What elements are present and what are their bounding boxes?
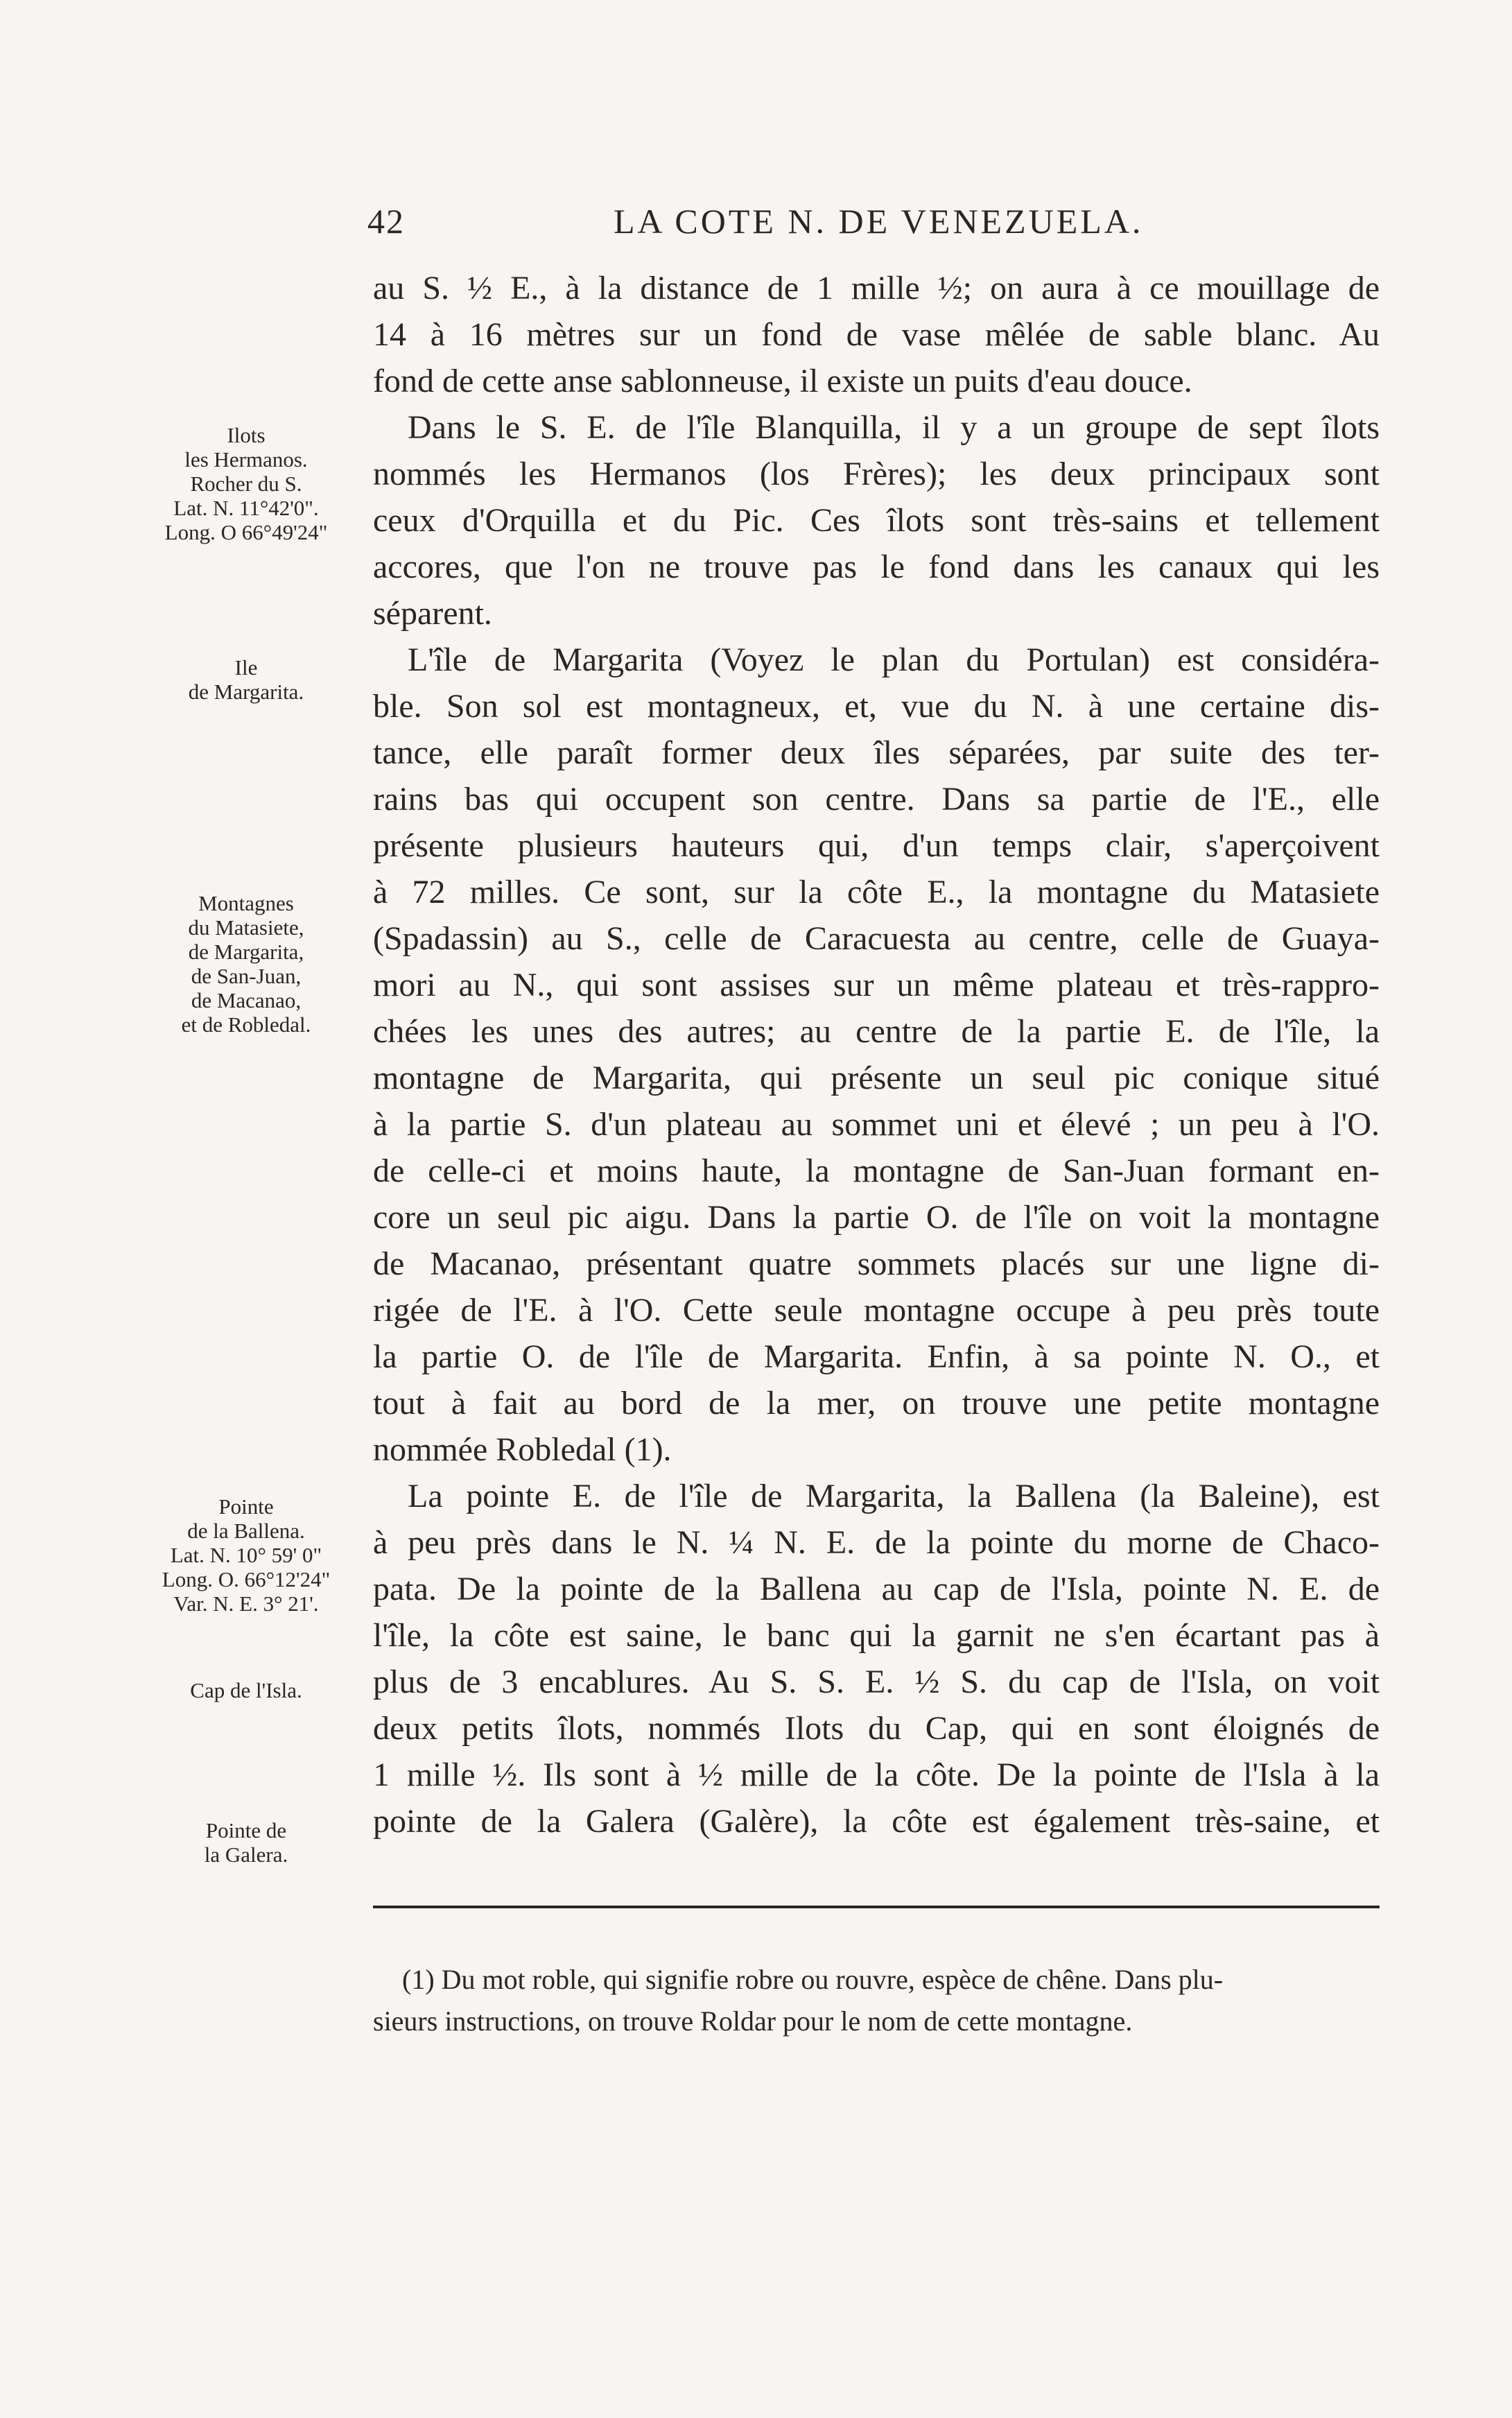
- text-line: la partie O. de l'île de Margarita. Enfin, à sa pointe N. O., et: [373, 1338, 1380, 1375]
- text-line: ceux d'Orquilla et du Pic. Ces îlots sont très-sains et tellement: [373, 502, 1380, 539]
- text-line: à peu près dans le N. ¼ N. E. de la pointe du morne de Chaco-: [373, 1524, 1380, 1561]
- margin-note-line: Pointe: [218, 1494, 274, 1519]
- page-number: 42: [367, 202, 405, 241]
- margin-note-line: Cap de l'Isla.: [190, 1678, 302, 1702]
- text-line: l'île, la côte est saine, le banc qui la garnit ne s'en écartant pas à: [373, 1617, 1380, 1654]
- margin-note-line: de Macanao,: [191, 988, 302, 1012]
- margin-note-line: la Galera.: [204, 1842, 288, 1867]
- text-line: (Spadassin) au S., celle de Caracuesta au centre, celle de Guaya-: [373, 920, 1380, 957]
- margin-note-line: Long. O. 66°12'24": [162, 1567, 331, 1591]
- text-line: de Macanao, présentant quatre sommets placés sur une ligne di-: [373, 1245, 1380, 1282]
- text-line: tance, elle paraît former deux îles séparées, par suite des ter-: [373, 734, 1380, 771]
- footnote-line: (1) Du mot roble, qui signifie robre ou rouvre, espèce de chêne. Dans plu-: [402, 1964, 1224, 1995]
- text-line: montagne de Margarita, qui présente un seul pic conique situé: [373, 1060, 1380, 1096]
- text-line: 14 à 16 mètres sur un fond de vase mêlée de sable blanc. Au: [373, 316, 1380, 353]
- margin-note-line: Ile: [234, 655, 258, 680]
- margin-note-line: Var. N. E. 3° 21'.: [173, 1591, 319, 1616]
- text-line: au S. ½ E., à la distance de 1 mille ½; on aura à ce mouillage de: [373, 270, 1380, 306]
- text-line: rigée de l'E. à l'O. Cette seule montagne occupe à peu près toute: [373, 1292, 1380, 1329]
- text-line: chées les unes des autres; au centre de la partie E. de l'île, la: [373, 1013, 1380, 1050]
- text-line: de celle-ci et moins haute, la montagne de San-Juan formant en-: [373, 1152, 1380, 1189]
- margin-note-line: Ilots: [227, 423, 266, 447]
- text-line: nommés les Hermanos (los Frères); les deux principaux sont: [373, 456, 1380, 492]
- text-line: pointe de la Galera (Galère), la côte est également très-saine, et: [373, 1803, 1380, 1840]
- margin-note-line: et de Robledal.: [181, 1012, 311, 1037]
- text-line: séparent.: [373, 595, 492, 632]
- text-line: à 72 milles. Ce sont, sur la côte E., la montagne du Matasiete: [373, 874, 1380, 910]
- text-line: nommée Robledal (1).: [373, 1431, 672, 1468]
- text-line: plus de 3 encablures. Au S. S. E. ½ S. du cap de l'Isla, on voit: [373, 1664, 1380, 1700]
- footnote-line: sieurs instructions, on trouve Roldar pour le nom de cette montagne.: [373, 2005, 1133, 2037]
- text-line: deux petits îlots, nommés Ilots du Cap, qui en sont éloignés de: [373, 1710, 1380, 1747]
- text-line: pata. De la pointe de la Ballena au cap de l'Isla, pointe N. E. de: [373, 1571, 1380, 1607]
- margin-note-montagnes: [139, 891, 354, 1037]
- footnote-rule: [373, 1906, 1380, 1908]
- margin-note-line: de Margarita,: [188, 940, 304, 964]
- text-line: fond de cette anse sablonneuse, il existe un puits d'eau douce.: [373, 363, 1192, 399]
- margin-note-ballena: [139, 1494, 354, 1616]
- text-line: Dans le S. E. de l'île Blanquilla, il y a un groupe de sept îlots: [408, 409, 1380, 446]
- text-line: mori au N., qui sont assises sur un même plateau et très-rappro-: [373, 967, 1380, 1003]
- text-line: 1 mille ½. Ils sont à ½ mille de la côte. De la pointe de l'Isla à la: [373, 1756, 1380, 1793]
- margin-note-margarita: [139, 655, 354, 704]
- margin-note-galera: [139, 1818, 354, 1867]
- text-line: ble. Son sol est montagneux, et, vue du N. à une certaine dis-: [373, 688, 1380, 725]
- margin-note-line: les Hermanos.: [184, 447, 308, 472]
- text-line: présente plusieurs hauteurs qui, d'un temps clair, s'aperçoivent: [373, 827, 1380, 864]
- body-text: [373, 265, 1380, 1845]
- margin-note-line: Montagnes: [198, 891, 294, 915]
- text-line: L'île de Margarita (Voyez le plan du Portulan) est considéra-: [408, 641, 1380, 678]
- running-title: LA COTE N. DE VENEZUELA.: [614, 202, 1144, 241]
- text-line: rains bas qui occupent son centre. Dans sa partie de l'E., elle: [373, 781, 1380, 818]
- text-line: core un seul pic aigu. Dans la partie O. de l'île on voit la montagne: [373, 1199, 1380, 1236]
- margin-note-hermanos: [139, 423, 354, 544]
- margin-note-line: Lat. N. 11°42'0".: [173, 496, 319, 520]
- margin-note-cap-isla: [139, 1678, 354, 1702]
- margin-note-line: de la Ballena.: [187, 1519, 305, 1543]
- footnote: [373, 1959, 1380, 2042]
- margin-note-line: Long. O 66°49'24": [164, 520, 328, 544]
- text-line: La pointe E. de l'île de Margarita, la Ballena (la Baleine), est: [408, 1478, 1380, 1514]
- margin-note-line: Pointe de: [205, 1818, 287, 1842]
- margin-note-line: du Matasiete,: [188, 915, 304, 940]
- margin-note-line: Lat. N. 10° 59' 0": [170, 1543, 322, 1567]
- text-line: accores, que l'on ne trouve pas le fond dans les canaux qui les: [373, 549, 1380, 585]
- margin-note-line: Rocher du S.: [190, 472, 302, 496]
- text-line: tout à fait au bord de la mer, on trouve une petite montagne: [373, 1385, 1380, 1422]
- text-line: à la partie S. d'un plateau au sommet uni et élevé ; un peu à l'O.: [373, 1106, 1380, 1143]
- margin-note-line: de Margarita.: [188, 680, 304, 704]
- margin-note-line: de San-Juan,: [191, 964, 302, 988]
